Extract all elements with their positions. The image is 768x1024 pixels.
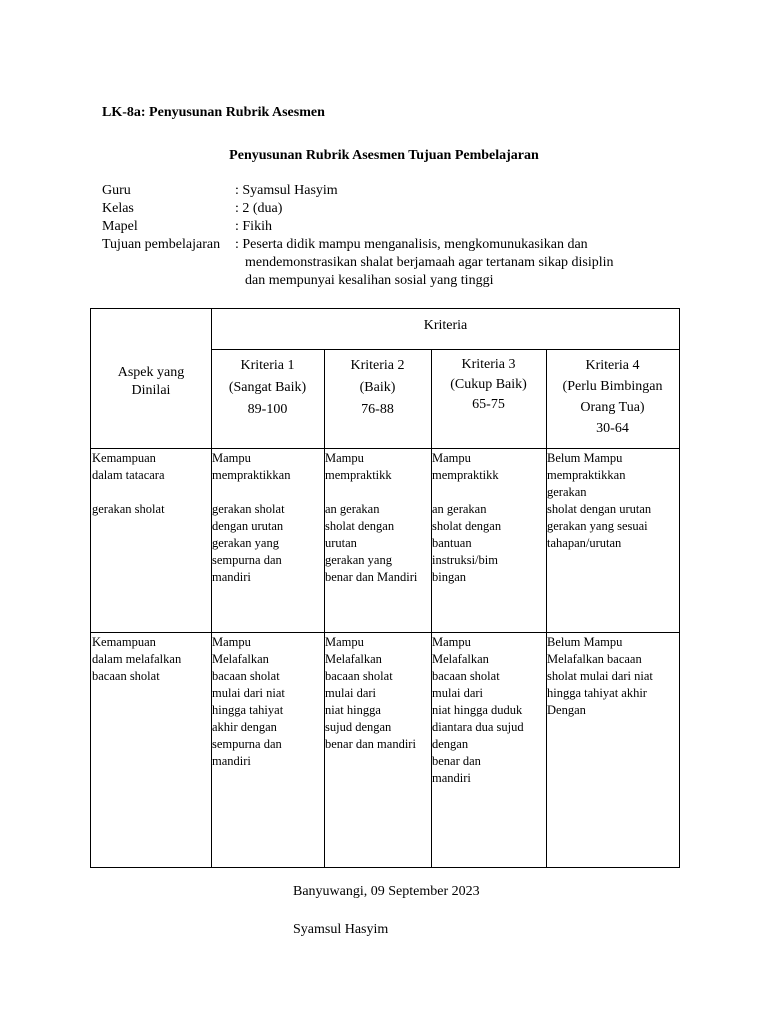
kriteria-2-desc: (Baik)	[359, 380, 396, 395]
tujuan-value-line-3: dan mempunyai kesalihan sosial yang tinggi	[245, 273, 494, 288]
signature-name: Syamsul Hasyim	[293, 922, 389, 937]
document-title: LK-8a: Penyusunan Rubrik Asesmen	[102, 105, 325, 120]
kriteria-header: Kriteria	[423, 318, 468, 333]
kelas-label: Kelas	[102, 201, 134, 216]
mapel-label: Mapel	[102, 219, 138, 234]
guru-label: Guru	[102, 183, 131, 198]
row-2-kriteria-3: Mampu Melafalkan bacaan sholat mulai dari niat hingga duduk diantara dua sujud dengan benar dan mandiri	[432, 635, 524, 785]
kriteria-4-header	[546, 355, 679, 439]
kriteria-2-header	[324, 355, 431, 421]
table-right-border	[679, 308, 680, 868]
kriteria-1-desc: (Sangat Baik)	[228, 380, 307, 395]
kriteria-4-desc: (Perlu Bimbingan	[562, 379, 663, 394]
kriteria-3-header	[431, 355, 546, 415]
aspek-header-line-1: Aspek yang	[117, 365, 185, 380]
row-1-aspek: Kemampuan dalam tatacara gerakan sholat	[92, 451, 165, 516]
row-1-kriteria-4: Belum Mampu mempraktikkan gerakan sholat dengan urutan gerakan yang sesuai tahapan/urutan	[547, 451, 652, 550]
row-1-kriteria-3: Mampu mempraktikk an gerakan sholat dengan bantuan instruksi/bim bingan	[432, 451, 502, 584]
aspek-header	[91, 364, 211, 400]
column-divider-2	[324, 349, 325, 867]
kriteria-1-name: Kriteria 1	[240, 358, 295, 373]
kriteria-4-desc-2: Orang Tua)	[580, 400, 645, 415]
kriteria-4-range: 30-64	[596, 421, 629, 436]
row-2-kriteria-4: Belum Mampu Melafalkan bacaan sholat mulai dari niat hingga tahiyat akhir Dengan	[547, 635, 653, 717]
mapel-value: : Fikih	[235, 219, 272, 234]
kriteria-3-desc: (Cukup Baik)	[450, 377, 527, 392]
kriteria-divider	[211, 349, 680, 350]
kriteria-3-range: 65-75	[472, 397, 505, 412]
row-divider	[90, 632, 680, 633]
tujuan-value-line-2: mendemonstrasikan shalat berjamaah agar tertanam sikap disiplin	[245, 255, 614, 270]
row-1-kriteria-1: Mampu mempraktikkan gerakan sholat dengan urutan gerakan yang sempurna dan mandiri	[212, 451, 291, 584]
row-2-kriteria-2: Mampu Melafalkan bacaan sholat mulai dari niat hingga sujud dengan benar dan mandiri	[325, 635, 416, 751]
kriteria-1-range: 89-100	[247, 402, 288, 417]
tujuan-label: Tujuan pembelajaran	[102, 237, 221, 252]
header-bottom-border	[90, 448, 680, 449]
table-bottom-border	[90, 867, 680, 868]
tujuan-value-line-1: : Peserta didik mampu menganalisis, mengkomunukasikan dan	[235, 237, 588, 252]
section-title: Penyusunan Rubrik Asesmen Tujuan Pembelajaran	[229, 148, 539, 163]
kriteria-4-name: Kriteria 4	[585, 358, 640, 373]
guru-value: : Syamsul Hasyim	[235, 183, 338, 198]
table-top-border	[90, 308, 680, 309]
kriteria-3-name: Kriteria 3	[461, 357, 516, 372]
kriteria-2-name: Kriteria 2	[350, 358, 405, 373]
kriteria-1-header	[211, 355, 324, 421]
kriteria-2-range: 76-88	[361, 402, 394, 417]
place-date: Banyuwangi, 09 September 2023	[293, 884, 480, 899]
row-2-aspek: Kemampuan dalam melafalkan bacaan sholat	[92, 635, 182, 683]
column-divider-3	[431, 349, 432, 867]
row-1-kriteria-2: Mampu mempraktikk an gerakan sholat dengan urutan gerakan yang benar dan Mandiri	[325, 451, 418, 584]
aspek-header-line-2: Dinilai	[131, 383, 171, 398]
kelas-value: : 2 (dua)	[235, 201, 283, 216]
row-2-kriteria-1: Mampu Melafalkan bacaan sholat mulai dari niat hingga tahiyat akhir dengan sempurna dan mandiri	[212, 635, 285, 768]
